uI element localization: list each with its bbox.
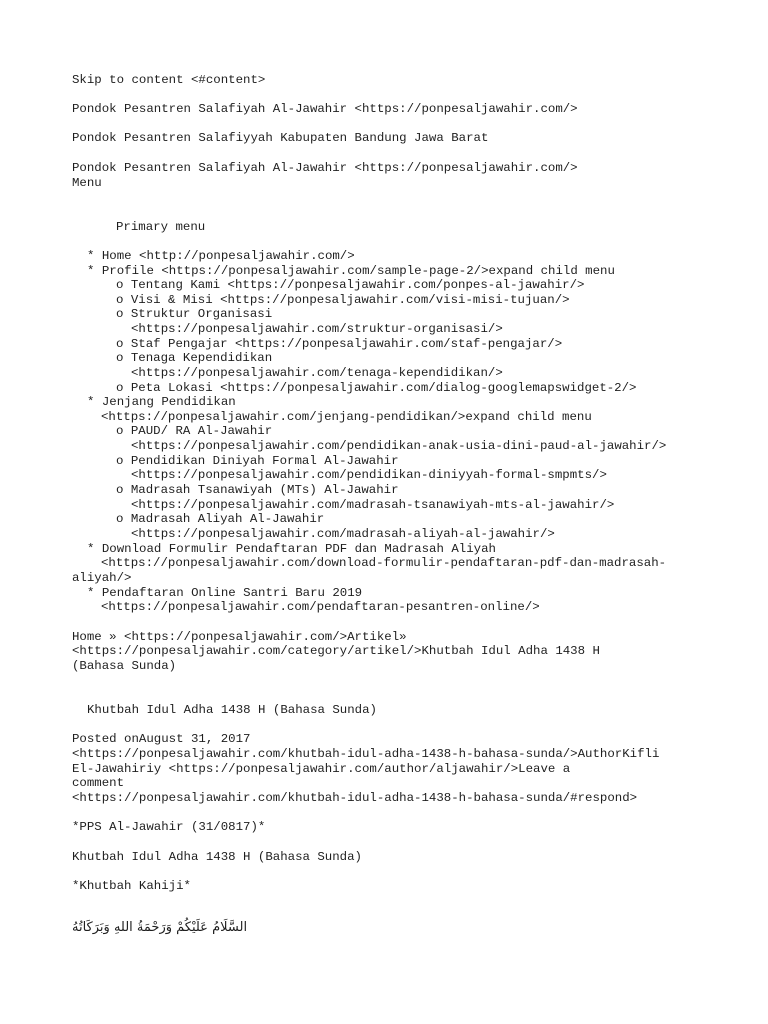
arabic-greeting: السَّلَامُ عَلَيْكُمْ وَرَحْمَةُ اللهِ وَبَرَكَاتُهُ [72,920,248,935]
nav-subitem-staf-pengajar[interactable]: o Staf Pengajar <https://ponpesaljawahir.com/staf-pengajar/> [116,337,563,351]
nav-item-pendaftaran-online[interactable]: * Pendaftaran Online Santri Baru 2019 [87,586,363,600]
nav-item-profile[interactable]: * Profile <https://ponpesaljawahir.com/sample-page-2/>expand child menu [87,264,615,278]
article-heading: Khutbah Idul Adha 1438 H (Bahasa Sunda) [72,850,362,864]
nav-subitem-struktur-organisasi[interactable]: o Struktur Organisasi [116,307,273,321]
primary-menu-heading: Primary menu [116,220,206,234]
nav-subitem-tenaga-kependidikan-url[interactable]: <https://ponpesaljawahir.com/tenaga-kependidikan/> [131,366,503,380]
nav-item-download-formulir[interactable]: * Download Formulir Pendaftaran PDF dan Madrasah Aliyah [87,542,496,556]
nav-item-download-formulir-url-end[interactable]: aliyah/> [72,571,132,585]
post-date[interactable]: Posted onAugust 31, 2017 [72,732,251,746]
nav-item-home[interactable]: * Home <http://ponpesaljawahir.com/> [87,249,355,263]
nav-item-download-formulir-url[interactable]: <https://ponpesaljawahir.com/download-formulir-pendaftaran-pdf-dan-madrasah- [101,556,667,570]
nav-subitem-paud-url[interactable]: <https://ponpesaljawahir.com/pendidikan-anak-usia-dini-paud-al-jawahir/> [131,439,667,453]
nav-subitem-tenaga-kependidikan[interactable]: o Tenaga Kependidikan [116,351,273,365]
nav-subitem-paud[interactable]: o PAUD/ RA Al-Jawahir [116,424,273,438]
leave-comment-link[interactable]: comment [72,776,125,790]
skip-to-content-link[interactable]: Skip to content <#content> [72,73,266,87]
breadcrumb-current: (Bahasa Sunda) [72,659,177,673]
menu-toggle[interactable]: Menu [72,176,102,190]
nav-subitem-mts[interactable]: o Madrasah Tsanawiyah (MTs) Al-Jawahir [116,483,399,497]
nav-item-jenjang-pendidikan-url[interactable]: <https://ponpesaljawahir.com/jenjang-pendidikan/>expand child menu [101,410,592,424]
article-title: Khutbah Idul Adha 1438 H (Bahasa Sunda) [87,703,377,717]
article-source: *PPS Al-Jawahir (31/0817)* [72,820,266,834]
nav-item-jenjang-pendidikan[interactable]: * Jenjang Pendidikan [87,395,236,409]
breadcrumb-category[interactable]: <https://ponpesaljawahir.com/category/artikel/>Khutbah Idul Adha 1438 H [72,644,600,658]
breadcrumb-home[interactable]: Home » <https://ponpesaljawahir.com/>Artikel» [72,630,407,644]
nav-subitem-aliyah[interactable]: o Madrasah Aliyah Al-Jawahir [116,512,325,526]
nav-subitem-struktur-organisasi-url[interactable]: <https://ponpesaljawahir.com/struktur-organisasi/> [131,322,503,336]
comment-respond-link[interactable]: <https://ponpesaljawahir.com/khutbah-idul-adha-1438-h-bahasa-sunda/#respond> [72,791,638,805]
section-heading: *Khutbah Kahiji* [72,879,191,893]
nav-item-pendaftaran-online-url[interactable]: <https://ponpesaljawahir.com/pendaftaran-pesantren-online/> [101,600,540,614]
nav-subitem-tentang-kami[interactable]: o Tentang Kami <https://ponpesaljawahir.com/ponpes-al-jawahir/> [116,278,585,292]
nav-subitem-peta-lokasi[interactable]: o Peta Lokasi <https://ponpesaljawahir.com/dialog-googlemapswidget-2/> [116,381,637,395]
site-description: Pondok Pesantren Salafiyyah Kabupaten Bandung Jawa Barat [72,131,489,145]
nav-subitem-diniyah-url[interactable]: <https://ponpesaljawahir.com/pendidikan-diniyyah-formal-smpmts/> [131,468,607,482]
post-permalink-author[interactable]: <https://ponpesaljawahir.com/khutbah-idul-adha-1438-h-bahasa-sunda/>AuthorKifli [72,747,660,761]
site-title-link[interactable]: Pondok Pesantren Salafiyah Al-Jawahir <https://ponpesaljawahir.com/> [72,102,578,116]
nav-subitem-visi-misi[interactable]: o Visi & Misi <https://ponpesaljawahir.com/visi-misi-tujuan/> [116,293,570,307]
header-title-link[interactable]: Pondok Pesantren Salafiyah Al-Jawahir <https://ponpesaljawahir.com/> [72,161,578,175]
nav-subitem-mts-url[interactable]: <https://ponpesaljawahir.com/madrasah-tsanawiyah-mts-al-jawahir/> [131,498,615,512]
post-author-link[interactable]: El-Jawahiriy <https://ponpesaljawahir.com/author/aljawahir/>Leave a [72,762,571,776]
nav-subitem-aliyah-url[interactable]: <https://ponpesaljawahir.com/madrasah-aliyah-al-jawahir/> [131,527,555,541]
nav-subitem-diniyah[interactable]: o Pendidikan Diniyah Formal Al-Jawahir [116,454,399,468]
